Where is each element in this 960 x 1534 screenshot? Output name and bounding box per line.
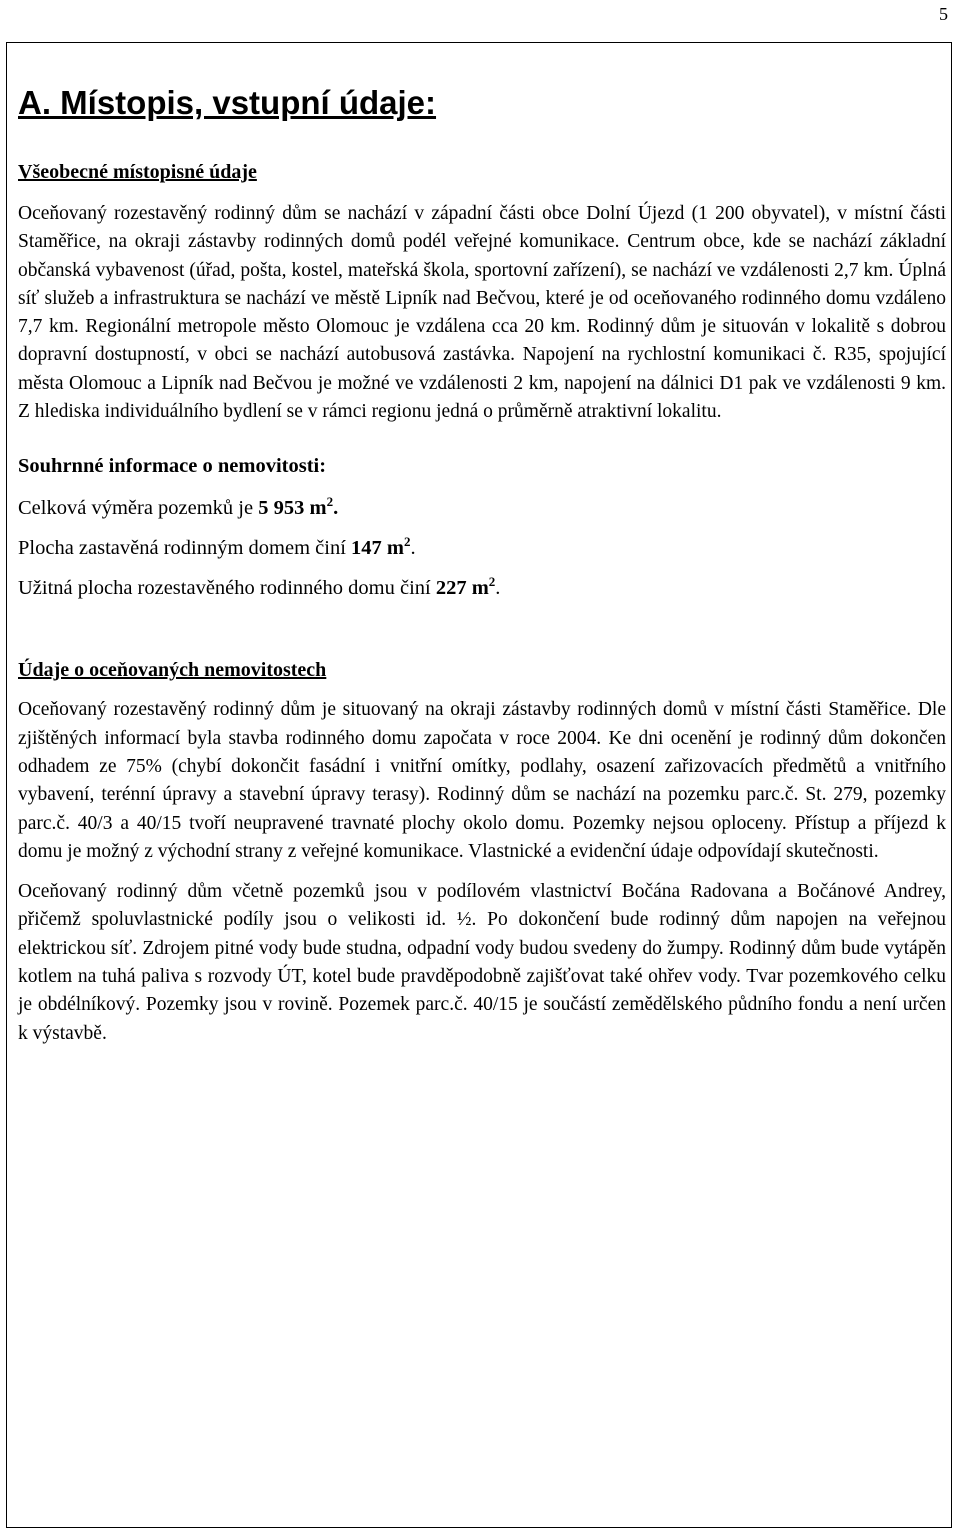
details-paragraph-2: Oceňovaný rodinný dům včetně pozemků jsou v podílovém vlastnictví Bočána Radovana a Bočánové Andrey, přičemž spoluvlastnické podíly jsou o velikosti id. ½. Po dokončení bude rodinný dům napojen na veřejnou elektrickou síť. Zdrojem pitné vody bude studna, odpadní vody budou svedeny do žumpy. Rodinný dům bude vytápěn kotlem na tuhá paliva s rozvody ÚT, kotel bude pravděpodobně zajišťovat také ohřev vody. Tvar pozemkového celku je obdélníkový. Pozemky jsou v rovině. Pozemek parc.č. 40/15 je součástí zemědělského půdního fondu a není určen k výstavbě.	[18, 881, 946, 1044]
summary-line-usable-sup: 2	[488, 574, 496, 590]
general-heading: Všeobecné místopisné údaje	[18, 161, 257, 183]
section-title: A. Místopis, vstupní údaje:	[18, 84, 437, 121]
summary-line-area-prefix: Celková výměra pozemků je	[18, 497, 259, 520]
page-number: 5	[939, 4, 948, 24]
summary-line-area-sup: 2	[326, 494, 334, 510]
summary-line-built-sup: 2	[404, 534, 411, 550]
summary-line-built	[18, 534, 946, 562]
summary-line-usable-value: 227 m	[435, 577, 489, 600]
summary-line-built-prefix: Plocha zastavěná rodinným domem činí	[18, 537, 352, 560]
document-content	[18, 80, 946, 1048]
summary-line-usable-suffix: .	[495, 577, 501, 600]
summary-line-built-value: 147 m	[351, 537, 404, 560]
summary-line-area-value: 5 953 m	[258, 497, 327, 520]
summary-line-usable	[18, 574, 946, 602]
details-paragraph-1: Oceňovaný rozestavěný rodinný dům je situovaný na okraji zástavby rodinných domů v místní části Staměřice. Dle zjištěných informací byla stavba rodinného domu započata v roce 2004. Ke dni ocenění je rodinný dům dokončen odhadem ze 75% (chybí dokončit fasádní i vnitřní omítky, podlahy, osazení zařizovacích předmětů a vnitřního vybavení, terénní úpravy a stavební úpravy terasy). Rodinný dům se nachází na pozemku parc.č. St. 279, pozemky parc.č. 40/3 a 40/15 tvoří neupravené travnaté plochy okolo domu. Pozemky nejsou oploceny. Přístup a příjezd k domu je možný z východní strany z veřejné komunikace. Vlastnické a evidenční údaje odpovídají skutečnosti.	[18, 699, 946, 862]
summary-line-usable-prefix: Užitná plocha rozestavěného rodinného domu činí	[18, 577, 436, 600]
details-heading: Údaje o oceňovaných nemovitostech	[18, 659, 327, 682]
general-paragraph: Oceňovaný rozestavěný rodinný dům se nachází v západní části obce Dolní Újezd (1 200 obyvatel), v místní části Staměřice, na okraji zástavby rodinných domů podél veřejné komunikace. Centrum obce, kde se nachází základní občanská vybavenost (úřad, pošta, kostel, mateřská škola, sportovní zařízení), se nachází ve vzdálenosti 2,7 km. Úplná síť služeb a infrastruktura se nachází ve městě Lipník nad Bečvou, které je od oceňovaného rodinného domu vzdáleno 7,7 km. Regionální metropole město Olomouc je vzdálena cca 20 km. Rodinný dům je situován v lokalitě s dobrou dopravní dostupností, v obci se nachází autobusová zastávka. Napojení na rychlostní komunikaci č. R35, spojující města Olomouc a Lipník nad Bečvou je možné ve vzdálenosti 2 km, napojení na dálnici D1 pak ve vzdálenosti 9 km. Z hlediska individuálního bydlení se v rámci regionu jedná o průměrně atraktivní lokalitu.	[18, 203, 946, 423]
summary-line-area	[18, 494, 946, 522]
summary-heading: Souhrnné informace o nemovitosti:	[18, 455, 327, 478]
summary-line-built-suffix: .	[410, 537, 416, 560]
summary-line-area-suffix: .	[333, 497, 339, 520]
